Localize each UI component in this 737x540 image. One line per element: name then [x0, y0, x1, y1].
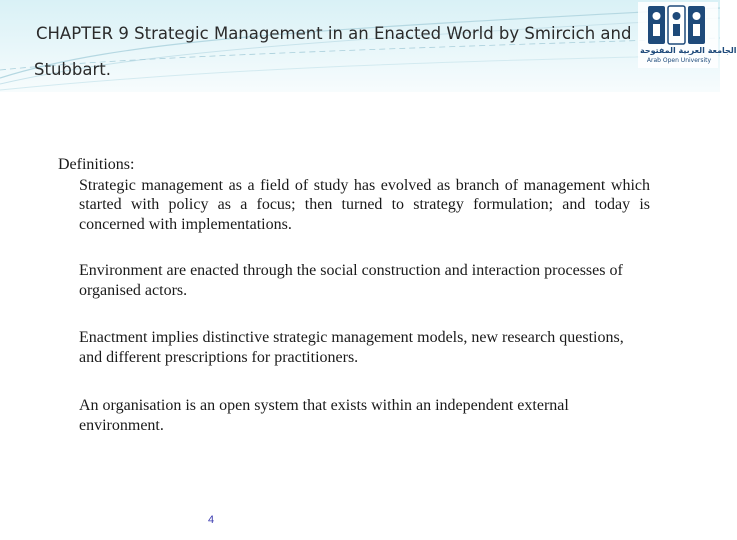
definitions-label: Definitions: [58, 156, 135, 173]
title-line-2: Stubbart. [34, 60, 111, 79]
paragraph-open-system: An organisation is an open system that exists within an independent external environment. [79, 397, 569, 434]
slide-title [36, 22, 686, 82]
title-line-1: CHAPTER 9 Strategic Management in an Enacted World by Smircich and [36, 24, 632, 43]
slide-body [58, 155, 650, 435]
paragraph-environment: Environment are enacted through the social construction and interaction processes of organised actors. [79, 262, 623, 299]
page-number: 4 [208, 514, 215, 526]
paragraph-strategic-management: Strategic management as a field of study has evolved as branch of management which started with policy as a focus; then turned to strategy formulation; and today is concerned with implementations. [79, 176, 650, 233]
paragraph-enactment: Enactment implies distinctive strategic management models, new research questions, and different prescriptions for practitioners. [79, 329, 624, 366]
logo-arabic-text: الجامعة العربية المفتوحة [640, 46, 737, 55]
logo-english-text: Arab Open University [646, 57, 712, 64]
